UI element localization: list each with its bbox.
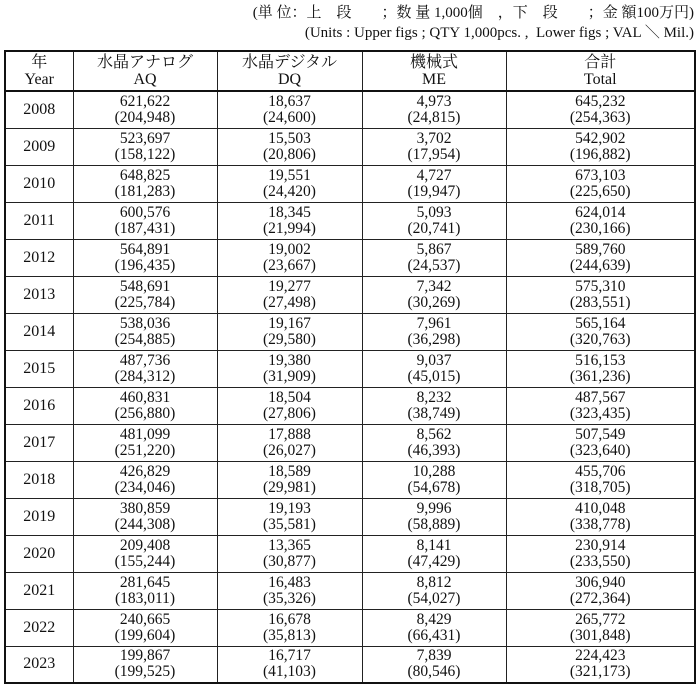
aq-cell — [73, 387, 217, 424]
year-cell: 2017 — [5, 424, 73, 461]
aq-value: (244,308) — [114, 515, 176, 533]
aq-quantity: 487,736 — [119, 351, 171, 369]
total-quantity: 265,772 — [575, 610, 626, 628]
table-row — [5, 646, 695, 683]
dq-cell — [217, 239, 362, 276]
total-value: (244,639) — [569, 256, 631, 274]
total-cell — [506, 646, 695, 683]
header-total-en: Total — [583, 71, 617, 88]
me-quantity: 9,996 — [416, 499, 452, 517]
total-quantity: 410,048 — [575, 499, 626, 517]
me-quantity: 7,342 — [416, 277, 452, 295]
aq-cell — [73, 276, 217, 313]
header-year-jp: 年 — [31, 54, 48, 71]
year-cell: 2018 — [5, 461, 73, 498]
header-me-jp: 機械式 — [409, 54, 458, 71]
dq-value: (21,994) — [263, 219, 316, 237]
me-cell — [362, 572, 506, 609]
me-cell — [362, 535, 506, 572]
me-quantity: 5,093 — [416, 203, 452, 221]
total-value: (225,650) — [569, 182, 631, 200]
total-quantity: 224,423 — [575, 647, 626, 665]
watch-production-table — [4, 50, 696, 684]
dq-value: (20,806) — [263, 145, 316, 163]
total-quantity: 624,014 — [575, 203, 626, 221]
table-row — [5, 239, 695, 276]
dq-quantity: 18,345 — [268, 203, 311, 221]
table-row — [5, 350, 695, 387]
total-cell — [506, 572, 695, 609]
me-value: (19,947) — [407, 182, 461, 200]
total-cell — [506, 202, 695, 239]
table-row — [5, 276, 695, 313]
dq-quantity: 18,589 — [268, 462, 311, 480]
table-row — [5, 461, 695, 498]
total-cell — [506, 313, 695, 350]
me-value: (24,537) — [407, 256, 461, 274]
total-cell — [506, 609, 695, 646]
dq-quantity: 16,717 — [268, 647, 311, 665]
me-value: (24,815) — [407, 108, 461, 126]
total-value: (318,705) — [569, 478, 631, 496]
dq-cell — [217, 424, 362, 461]
dq-cell — [217, 91, 362, 128]
me-quantity: 4,973 — [416, 92, 452, 110]
aq-value: (204,948) — [114, 108, 176, 126]
aq-quantity: 538,036 — [119, 314, 171, 332]
total-value: (233,550) — [569, 552, 631, 570]
total-value: (254,363) — [569, 108, 631, 126]
total-cell — [506, 535, 695, 572]
dq-cell — [217, 387, 362, 424]
total-quantity: 230,914 — [575, 536, 626, 554]
dq-cell — [217, 609, 362, 646]
dq-value: (27,806) — [263, 404, 316, 422]
total-cell — [506, 424, 695, 461]
aq-value: (284,312) — [114, 367, 176, 385]
total-value: (320,763) — [569, 330, 631, 348]
dq-quantity: 19,167 — [268, 314, 311, 332]
dq-cell — [217, 461, 362, 498]
total-quantity: 645,232 — [575, 92, 626, 110]
year-cell: 2013 — [5, 276, 73, 313]
me-quantity: 5,867 — [416, 240, 452, 258]
header-dq-jp: 水晶デジタル — [241, 54, 338, 71]
aq-cell — [73, 609, 217, 646]
me-cell — [362, 387, 506, 424]
total-quantity: 516,153 — [575, 351, 626, 369]
me-cell — [362, 313, 506, 350]
me-quantity: 3,702 — [416, 129, 452, 147]
me-cell — [362, 646, 506, 683]
total-value: (283,551) — [569, 293, 631, 311]
total-value: (323,435) — [569, 404, 631, 422]
units-note-japanese: (単 位：上 段 ；数 量 1,000個 ，下 段 ；金 額100万円) — [252, 5, 694, 21]
total-cell — [506, 387, 695, 424]
total-cell — [506, 128, 695, 165]
aq-cell — [73, 498, 217, 535]
dq-quantity: 15,503 — [268, 129, 311, 147]
aq-value: (181,283) — [114, 182, 176, 200]
total-quantity: 673,103 — [575, 166, 626, 184]
aq-value: (225,784) — [114, 293, 176, 311]
aq-value: (234,046) — [114, 478, 176, 496]
aq-value: (187,431) — [114, 219, 176, 237]
me-quantity: 8,141 — [416, 536, 452, 554]
dq-quantity: 19,193 — [268, 499, 311, 517]
aq-cell — [73, 239, 217, 276]
total-cell — [506, 498, 695, 535]
aq-value: (158,122) — [114, 145, 176, 163]
header-me-en: ME — [422, 71, 446, 88]
total-value: (272,364) — [569, 589, 631, 607]
units-note-english: (Units : Upper figs ; QTY 1,000pcs. , Lower figs ; VAL ＼ Mil.) — [304, 25, 694, 41]
aq-quantity: 481,099 — [119, 425, 171, 443]
aq-cell — [73, 424, 217, 461]
aq-quantity: 380,859 — [119, 499, 171, 517]
me-value: (66,431) — [407, 626, 461, 644]
me-value: (54,027) — [407, 589, 461, 607]
me-cell — [362, 239, 506, 276]
table-row — [5, 202, 695, 239]
me-value: (58,889) — [407, 515, 461, 533]
aq-quantity: 564,891 — [119, 240, 171, 258]
me-value: (38,749) — [407, 404, 461, 422]
dq-value: (35,581) — [263, 515, 316, 533]
aq-cell — [73, 572, 217, 609]
header-year-en: Year — [24, 71, 54, 88]
header-me — [362, 51, 506, 91]
aq-value: (199,525) — [114, 663, 176, 681]
dq-quantity: 16,483 — [268, 573, 311, 591]
me-value: (45,015) — [407, 367, 461, 385]
total-quantity: 589,760 — [575, 240, 626, 258]
total-cell — [506, 91, 695, 128]
aq-quantity: 621,622 — [119, 92, 171, 110]
dq-value: (24,600) — [263, 108, 316, 126]
year-cell: 2011 — [5, 202, 73, 239]
header-dq-en: DQ — [277, 71, 302, 88]
table-row — [5, 424, 695, 461]
total-value: (323,640) — [569, 441, 631, 459]
total-quantity: 455,706 — [575, 462, 626, 480]
dq-cell — [217, 276, 362, 313]
table-row — [5, 165, 695, 202]
table-row — [5, 498, 695, 535]
aq-value: (254,885) — [114, 330, 176, 348]
aq-quantity: 523,697 — [119, 129, 171, 147]
dq-value: (35,813) — [263, 626, 316, 644]
header-total-jp: 合計 — [584, 54, 617, 71]
dq-quantity: 19,277 — [268, 277, 311, 295]
dq-cell — [217, 165, 362, 202]
me-quantity: 7,839 — [416, 647, 452, 665]
aq-quantity: 209,408 — [119, 536, 171, 554]
year-cell: 2009 — [5, 128, 73, 165]
me-value: (47,429) — [407, 552, 461, 570]
total-cell — [506, 165, 695, 202]
me-cell — [362, 424, 506, 461]
header-year — [5, 51, 73, 91]
aq-cell — [73, 350, 217, 387]
me-value: (30,269) — [407, 293, 461, 311]
me-quantity: 9,037 — [416, 351, 452, 369]
header-total — [506, 51, 695, 91]
total-cell — [506, 461, 695, 498]
aq-cell — [73, 165, 217, 202]
total-value: (361,236) — [569, 367, 631, 385]
me-cell — [362, 202, 506, 239]
year-cell: 2012 — [5, 239, 73, 276]
aq-quantity: 460,831 — [119, 388, 171, 406]
year-cell: 2020 — [5, 535, 73, 572]
me-cell — [362, 165, 506, 202]
aq-quantity: 240,665 — [119, 610, 171, 628]
aq-quantity: 426,829 — [119, 462, 171, 480]
dq-value: (31,909) — [263, 367, 316, 385]
dq-quantity: 19,002 — [268, 240, 311, 258]
year-cell: 2019 — [5, 498, 73, 535]
aq-cell — [73, 91, 217, 128]
aq-cell — [73, 535, 217, 572]
dq-quantity: 17,888 — [268, 425, 311, 443]
dq-cell — [217, 535, 362, 572]
aq-quantity: 199,867 — [119, 647, 171, 665]
total-quantity: 575,310 — [575, 277, 626, 295]
aq-cell — [73, 461, 217, 498]
table-row — [5, 313, 695, 350]
aq-cell — [73, 313, 217, 350]
aq-cell — [73, 128, 217, 165]
aq-value: (256,880) — [114, 404, 176, 422]
dq-value: (30,877) — [263, 552, 316, 570]
me-value: (54,678) — [407, 478, 461, 496]
me-quantity: 8,812 — [416, 573, 452, 591]
header-aq-jp: 水晶アナログ — [96, 54, 193, 71]
table-body — [5, 91, 695, 683]
total-cell — [506, 239, 695, 276]
dq-value: (29,580) — [263, 330, 316, 348]
me-value: (46,393) — [407, 441, 461, 459]
year-cell: 2008 — [5, 91, 73, 128]
total-cell — [506, 350, 695, 387]
aq-value: (251,220) — [114, 441, 176, 459]
me-cell — [362, 276, 506, 313]
year-cell: 2022 — [5, 609, 73, 646]
aq-quantity: 548,691 — [119, 277, 171, 295]
dq-value: (29,981) — [263, 478, 316, 496]
dq-cell — [217, 128, 362, 165]
me-cell — [362, 609, 506, 646]
table-row — [5, 128, 695, 165]
aq-cell — [73, 202, 217, 239]
dq-value: (27,498) — [263, 293, 316, 311]
dq-quantity: 16,678 — [268, 610, 311, 628]
year-cell: 2021 — [5, 572, 73, 609]
aq-value: (155,244) — [114, 552, 176, 570]
aq-value: (183,011) — [114, 589, 176, 607]
year-cell: 2016 — [5, 387, 73, 424]
header-aq — [73, 51, 217, 91]
total-value: (196,882) — [569, 145, 631, 163]
header-dq — [217, 51, 362, 91]
dq-quantity: 18,637 — [268, 92, 311, 110]
total-quantity: 507,549 — [575, 425, 626, 443]
dq-quantity: 19,380 — [268, 351, 311, 369]
aq-quantity: 600,576 — [119, 203, 171, 221]
year-cell: 2010 — [5, 165, 73, 202]
total-quantity: 306,940 — [575, 573, 626, 591]
me-value: (20,741) — [407, 219, 461, 237]
table-row — [5, 609, 695, 646]
me-cell — [362, 498, 506, 535]
dq-quantity: 13,365 — [268, 536, 311, 554]
me-cell — [362, 128, 506, 165]
me-quantity: 8,232 — [416, 388, 452, 406]
me-cell — [362, 461, 506, 498]
dq-cell — [217, 202, 362, 239]
year-cell: 2015 — [5, 350, 73, 387]
table-header-row — [5, 51, 695, 91]
total-value: (321,173) — [569, 663, 631, 681]
total-quantity: 487,567 — [575, 388, 626, 406]
me-quantity: 7,961 — [416, 314, 452, 332]
me-quantity: 8,562 — [416, 425, 452, 443]
dq-cell — [217, 646, 362, 683]
table-row — [5, 572, 695, 609]
dq-cell — [217, 498, 362, 535]
aq-value: (196,435) — [114, 256, 176, 274]
dq-value: (35,326) — [263, 589, 316, 607]
me-cell — [362, 350, 506, 387]
aq-quantity: 648,825 — [119, 166, 171, 184]
dq-quantity: 19,551 — [268, 166, 311, 184]
me-quantity: 10,288 — [412, 462, 456, 480]
me-quantity: 8,429 — [416, 610, 452, 628]
me-value: (17,954) — [407, 145, 461, 163]
total-value: (338,778) — [569, 515, 631, 533]
me-value: (80,546) — [407, 663, 461, 681]
table-row — [5, 535, 695, 572]
aq-cell — [73, 646, 217, 683]
dq-cell — [217, 313, 362, 350]
dq-value: (26,027) — [263, 441, 316, 459]
dq-cell — [217, 350, 362, 387]
total-value: (230,166) — [569, 219, 631, 237]
total-quantity: 565,164 — [575, 314, 626, 332]
me-value: (36,298) — [407, 330, 461, 348]
total-cell — [506, 276, 695, 313]
header-aq-en: AQ — [133, 71, 157, 88]
me-quantity: 4,727 — [416, 166, 452, 184]
me-cell — [362, 91, 506, 128]
dq-value: (41,103) — [263, 663, 316, 681]
aq-quantity: 281,645 — [119, 573, 171, 591]
table-row — [5, 387, 695, 424]
dq-cell — [217, 572, 362, 609]
year-cell: 2014 — [5, 313, 73, 350]
dq-value: (23,667) — [263, 256, 316, 274]
year-cell: 2023 — [5, 646, 73, 683]
total-value: (301,848) — [569, 626, 631, 644]
total-quantity: 542,902 — [575, 129, 626, 147]
dq-quantity: 18,504 — [268, 388, 311, 406]
table-row — [5, 91, 695, 128]
dq-value: (24,420) — [263, 182, 316, 200]
aq-value: (199,604) — [114, 626, 176, 644]
